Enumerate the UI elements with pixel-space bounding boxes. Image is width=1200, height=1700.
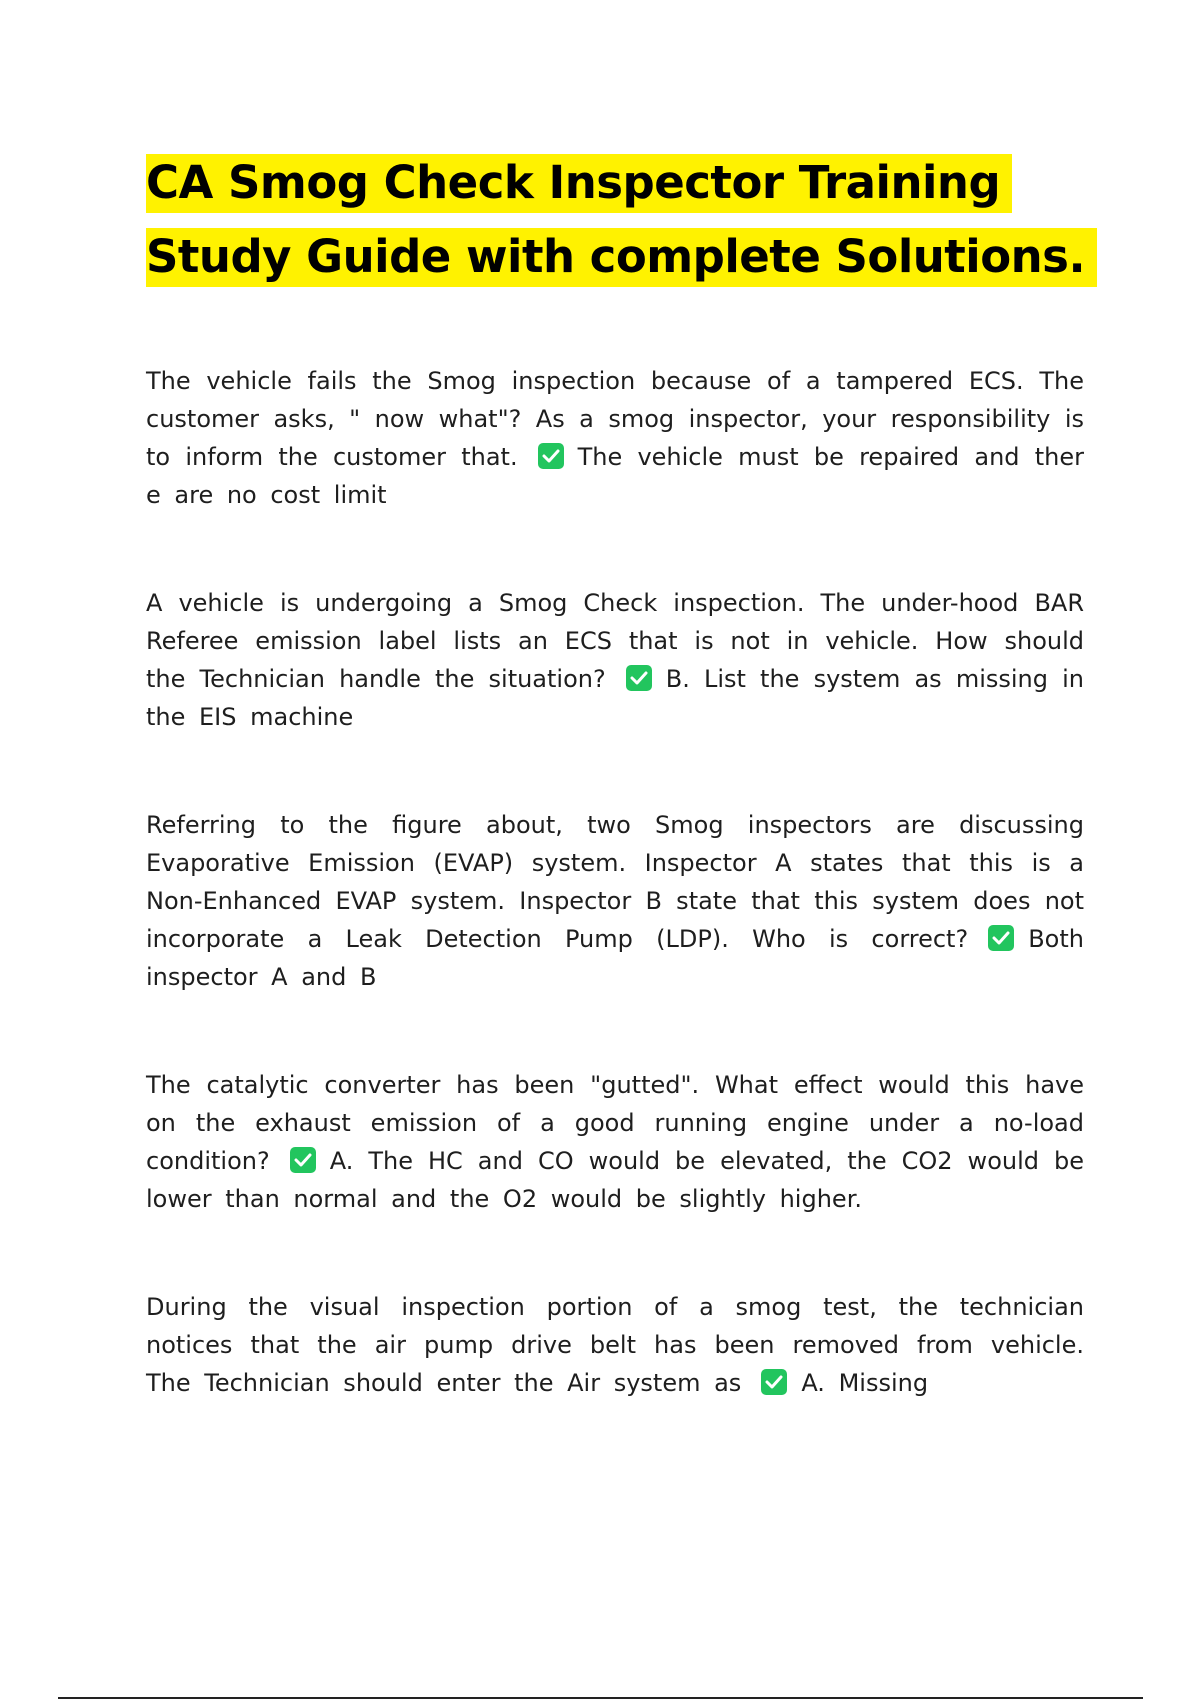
question-text: During the visual inspection portion of a smog test, the technician notices that the air pump drive belt has been removed from vehicle. The Technician should enter the Air system as [146, 1293, 1084, 1397]
qa-item [146, 1288, 1084, 1402]
question-text: Referring to the figure about, two Smog inspectors are discussing Evaporative Emission (EVAP) system. Inspector A states that this is a Non-Enhanced EVAP system. Inspector B state that this system does not incorporate a Leak Detection Pump (LDP). Who is correct? [146, 811, 1084, 953]
answer-text: A. Missing [801, 1369, 929, 1397]
qa-item [146, 806, 1084, 996]
answer-text: B. List the system as missing in the EIS machine [146, 665, 1084, 731]
question-text: The catalytic converter has been "gutted". What effect would this have on the exhaust emission of a good running engine under a no-load condition? [146, 1071, 1084, 1175]
footer-divider [58, 1697, 1143, 1699]
question-text: A vehicle is undergoing a Smog Check inspection. The under-hood BAR Referee emission label lists an ECS that is not in vehicle. How should the Technician handle the situation? [146, 589, 1084, 693]
answer-text: A. The HC and CO would be elevated, the CO2 would be lower than normal and the O2 would be slightly higher. [146, 1147, 1084, 1213]
qa-item [146, 1066, 1084, 1218]
check-box-icon [626, 665, 652, 691]
qa-item [146, 362, 1084, 514]
document-title [146, 146, 1106, 294]
question-text: The vehicle fails the Smog inspection because of a tampered ECS. The customer asks, " now what"? As a smog inspector, your responsibility is to inform the customer that. [146, 367, 1084, 471]
answer-text: The vehicle must be repaired and ther e are no cost limit [146, 443, 1084, 509]
answer-text: Both inspector A and B [146, 925, 1084, 991]
check-box-icon [538, 443, 564, 469]
check-box-icon [761, 1369, 787, 1395]
qa-item [146, 584, 1084, 736]
title-highlight: CA Smog Check Inspector Training Study Guide with complete Solutions. [146, 154, 1097, 287]
check-box-icon [988, 925, 1014, 951]
check-box-icon [290, 1147, 316, 1173]
